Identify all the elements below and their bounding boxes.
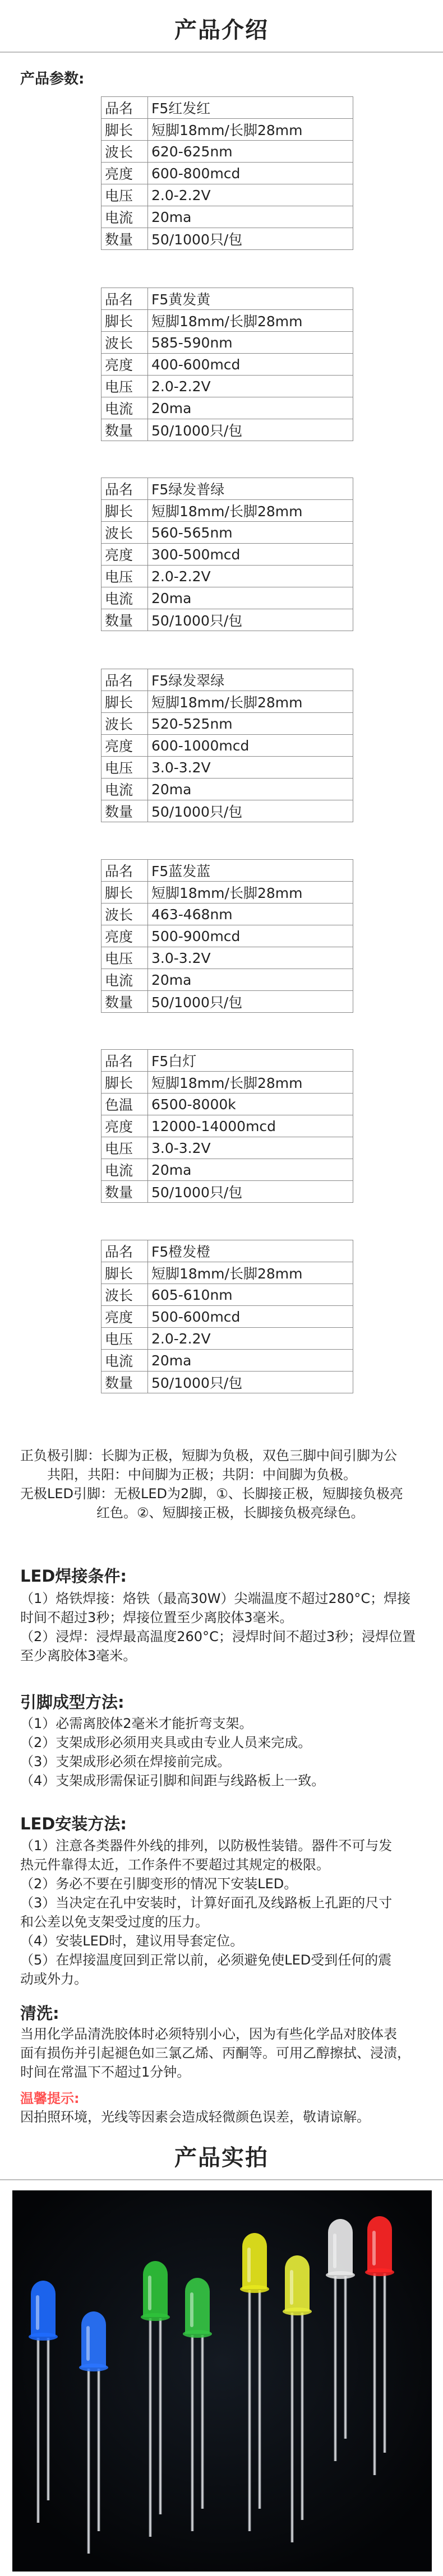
install-body bbox=[20, 1836, 427, 1989]
led-highlight bbox=[148, 2276, 151, 2310]
tip-title: 温馨提示: bbox=[20, 2091, 80, 2106]
led-highlight bbox=[333, 2234, 336, 2268]
pin-note-line: 无极LED引脚：无极LED为2脚，①、长脚接正极，短脚接负极亮 bbox=[20, 1486, 403, 1502]
spec-value: 520-525nm bbox=[148, 713, 353, 735]
spec-key: 品名 bbox=[101, 288, 148, 310]
led-leg bbox=[201, 2335, 204, 2509]
spec-key: 数量 bbox=[101, 1181, 148, 1203]
table-row bbox=[101, 288, 353, 310]
spec-key: 脚长 bbox=[101, 500, 148, 522]
led-body bbox=[81, 2311, 106, 2367]
pin-note-line: 共阳，共阳：中间脚为正极；共阴：中间脚为负极。 bbox=[47, 1467, 357, 1482]
spec-key: 品名 bbox=[101, 97, 148, 119]
forming-line: （4）支架成形需保证引脚和间距与线路板上一致。 bbox=[20, 1773, 325, 1789]
spec-table-emerald bbox=[101, 669, 353, 822]
photo-title: 产品实拍 bbox=[174, 2145, 269, 2171]
install-line: 热元件靠得太近，工作条件不要超过其规定的极限。 bbox=[20, 1857, 330, 1873]
spec-value: 短脚18mm/长脚28mm bbox=[148, 1072, 353, 1094]
welding-title: LED焊接条件: bbox=[20, 1567, 127, 1586]
spec-key: 亮度 bbox=[101, 354, 148, 376]
params-heading: 产品参数: bbox=[20, 71, 85, 87]
welding-body bbox=[20, 1589, 427, 1665]
spec-key: 电压 bbox=[101, 1328, 148, 1350]
forming-line: （3）支架成形必须在焊接前完成。 bbox=[20, 1754, 231, 1769]
spec-key: 品名 bbox=[101, 478, 148, 500]
table-row bbox=[101, 882, 353, 904]
spec-key: 脚长 bbox=[101, 1262, 148, 1284]
table-row bbox=[101, 735, 353, 757]
table-row bbox=[101, 587, 353, 609]
spec-value: F5蓝发蓝 bbox=[148, 860, 353, 882]
table-row bbox=[101, 184, 353, 206]
spec-value: 短脚18mm/长脚28mm bbox=[148, 500, 353, 522]
spec-key: 波长 bbox=[101, 522, 148, 544]
table-row bbox=[101, 925, 353, 947]
spec-key: 脚长 bbox=[101, 691, 148, 713]
table-row bbox=[101, 1284, 353, 1306]
table-row bbox=[101, 1262, 353, 1284]
spec-key: 脚长 bbox=[101, 119, 148, 141]
spec-key: 电压 bbox=[101, 947, 148, 969]
spec-value: 2.0-2.2V bbox=[148, 184, 353, 206]
intro-title: 产品介绍 bbox=[174, 17, 269, 43]
spec-key: 亮度 bbox=[101, 735, 148, 757]
led-leg bbox=[191, 2335, 194, 2531]
pin-note-line: 红色。②、短脚接正极，长脚接负极亮绿色。 bbox=[96, 1505, 364, 1521]
spec-value: 620-625nm bbox=[148, 141, 353, 163]
spec-key: 电压 bbox=[101, 566, 148, 587]
spec-value: 2.0-2.2V bbox=[148, 566, 353, 587]
spec-value: 短脚18mm/长脚28mm bbox=[148, 882, 353, 904]
table-row bbox=[101, 969, 353, 991]
table-row bbox=[101, 376, 353, 397]
table-row bbox=[101, 544, 353, 566]
spec-key: 电流 bbox=[101, 587, 148, 609]
spec-value: 20ma bbox=[148, 969, 353, 991]
spec-key: 亮度 bbox=[101, 1306, 148, 1328]
led-leg bbox=[291, 2313, 294, 2542]
welding-line: 至少离胶体3毫米。 bbox=[20, 1648, 137, 1664]
install-line: 动或外力。 bbox=[20, 1971, 87, 1987]
table-row bbox=[101, 228, 353, 250]
table-row bbox=[101, 1306, 353, 1328]
led-body bbox=[367, 2216, 392, 2272]
cleaning-title: 清洗: bbox=[20, 2004, 59, 2023]
spec-value: F5红发红 bbox=[148, 97, 353, 119]
forming-line: （1）必需离胶体2毫米才能折弯支架。 bbox=[20, 1716, 253, 1731]
forming-body bbox=[20, 1714, 427, 1790]
spec-value: 6500-8000k bbox=[148, 1094, 353, 1115]
cleaning-line: 面有损伤并引起褪色如三氯乙烯、丙酮等。可用乙醇擦拭、浸渍， bbox=[20, 2045, 410, 2061]
led-leg bbox=[248, 2290, 251, 2531]
table-row bbox=[101, 1372, 353, 1393]
cleaning-body bbox=[20, 2024, 427, 2082]
spec-key: 亮度 bbox=[101, 925, 148, 947]
spec-value: F5绿发翠绿 bbox=[148, 669, 353, 691]
install-line: （4）安装LED时，建议用导套定位。 bbox=[20, 1933, 244, 1949]
spec-value: 300-500mcd bbox=[148, 544, 353, 566]
spec-value: 20ma bbox=[148, 397, 353, 419]
spec-value: 50/1000只/包 bbox=[148, 800, 353, 822]
led-leg bbox=[47, 2338, 50, 2500]
spec-key: 波长 bbox=[101, 141, 148, 163]
spec-value: 50/1000只/包 bbox=[148, 1181, 353, 1203]
spec-key: 电流 bbox=[101, 779, 148, 800]
spec-key: 电压 bbox=[101, 184, 148, 206]
table-row bbox=[101, 478, 353, 500]
table-row bbox=[101, 1328, 353, 1350]
spec-key: 亮度 bbox=[101, 544, 148, 566]
spec-value: 50/1000只/包 bbox=[148, 991, 353, 1013]
spec-value: 2.0-2.2V bbox=[148, 1328, 353, 1350]
spec-key: 电压 bbox=[101, 1137, 148, 1159]
spec-table-blue bbox=[101, 859, 353, 1013]
table-row bbox=[101, 904, 353, 925]
table-row bbox=[101, 97, 353, 119]
led-highlight bbox=[36, 2295, 39, 2330]
spec-key: 电压 bbox=[101, 757, 148, 779]
led-body bbox=[242, 2233, 267, 2289]
table-row bbox=[101, 947, 353, 969]
spec-value: 50/1000只/包 bbox=[148, 419, 353, 441]
table-row bbox=[101, 800, 353, 822]
spec-key: 脚长 bbox=[101, 882, 148, 904]
table-row bbox=[101, 1240, 353, 1262]
led-leg bbox=[37, 2338, 40, 2523]
table-row bbox=[101, 991, 353, 1013]
spec-value: 400-600mcd bbox=[148, 354, 353, 376]
install-line: （1）注意各类器件外线的排列，以防极性装错。器件不可与发 bbox=[20, 1838, 393, 1854]
spec-value: 短脚18mm/长脚28mm bbox=[148, 310, 353, 332]
pin-note-line: 正负极引脚：长脚为正极，短脚为负极，双色三脚中间引脚为公 bbox=[20, 1448, 397, 1463]
table-row bbox=[101, 779, 353, 800]
table-row bbox=[101, 397, 353, 419]
led-body bbox=[328, 2219, 353, 2275]
spec-value: 12000-14000mcd bbox=[148, 1115, 353, 1137]
table-row bbox=[101, 691, 353, 713]
spec-value: 3.0-3.2V bbox=[148, 1137, 353, 1159]
welding-line: （2）浸焊：浸焊最高温度260°C；浸焊时间不超过3秒；浸焊位置 bbox=[20, 1629, 416, 1644]
spec-table-red bbox=[101, 96, 353, 250]
spec-key: 数量 bbox=[101, 609, 148, 631]
led-body bbox=[143, 2261, 168, 2317]
spec-key: 电流 bbox=[101, 397, 148, 419]
spec-key: 波长 bbox=[101, 904, 148, 925]
table-row bbox=[101, 206, 353, 228]
spec-value: F5橙发橙 bbox=[148, 1240, 353, 1262]
table-row bbox=[101, 1181, 353, 1203]
led-highlight bbox=[86, 2326, 90, 2361]
spec-value: 短脚18mm/长脚28mm bbox=[148, 691, 353, 713]
led-highlight bbox=[190, 2292, 193, 2327]
spec-value: 605-610nm bbox=[148, 1284, 353, 1306]
spec-key: 波长 bbox=[101, 713, 148, 735]
table-row bbox=[101, 522, 353, 544]
install-line: （3）当决定在孔中安装时，计算好面孔及线路板上孔距的尺寸 bbox=[20, 1895, 393, 1911]
led-leg bbox=[334, 2276, 337, 2461]
spec-value: 20ma bbox=[148, 779, 353, 800]
table-row bbox=[101, 713, 353, 735]
spec-value: F5白灯 bbox=[148, 1050, 353, 1072]
spec-key: 数量 bbox=[101, 1372, 148, 1393]
spec-key: 亮度 bbox=[101, 1115, 148, 1137]
spec-value: 50/1000只/包 bbox=[148, 228, 353, 250]
table-row bbox=[101, 757, 353, 779]
install-line: （5）在焊接温度回到正常以前，必须避免使LED受到任何的震 bbox=[20, 1952, 392, 1968]
spec-key: 数量 bbox=[101, 991, 148, 1013]
table-row bbox=[101, 860, 353, 882]
led-leg bbox=[98, 2369, 100, 2531]
spec-key: 数量 bbox=[101, 800, 148, 822]
spec-key: 电流 bbox=[101, 1159, 148, 1181]
spec-value: F5黄发黄 bbox=[148, 288, 353, 310]
spec-value: 3.0-3.2V bbox=[148, 757, 353, 779]
spec-value: 20ma bbox=[148, 206, 353, 228]
spec-value: 500-900mcd bbox=[148, 925, 353, 947]
spec-key: 品名 bbox=[101, 1240, 148, 1262]
table-row bbox=[101, 1072, 353, 1094]
spec-value: 20ma bbox=[148, 1159, 353, 1181]
product-photo bbox=[12, 2190, 432, 2572]
table-row bbox=[101, 141, 353, 163]
table-row bbox=[101, 609, 353, 631]
table-row bbox=[101, 332, 353, 354]
spec-value: 585-590nm bbox=[148, 332, 353, 354]
pin-notes bbox=[20, 1446, 427, 1522]
table-row bbox=[101, 1159, 353, 1181]
cleaning-line: 时间在常温下不超过1分钟。 bbox=[20, 2064, 191, 2080]
spec-key: 电流 bbox=[101, 206, 148, 228]
forming-title: 引脚成型方法: bbox=[20, 1693, 124, 1712]
spec-table-green bbox=[101, 478, 353, 631]
spec-value: 20ma bbox=[148, 1350, 353, 1372]
spec-key: 波长 bbox=[101, 332, 148, 354]
table-row bbox=[101, 310, 353, 332]
led-highlight bbox=[247, 2248, 251, 2282]
spec-value: 短脚18mm/长脚28mm bbox=[148, 1262, 353, 1284]
spec-table-yellow bbox=[101, 288, 353, 441]
led-highlight bbox=[290, 2270, 293, 2305]
table-row bbox=[101, 119, 353, 141]
spec-key: 波长 bbox=[101, 1284, 148, 1306]
led-leg bbox=[384, 2273, 386, 2453]
spec-key: 电流 bbox=[101, 969, 148, 991]
cleaning-line: 当用化学品清洗胶体时必须特别小心，因为有些化学品对胶体表 bbox=[20, 2026, 397, 2042]
led-leg bbox=[373, 2273, 376, 2475]
table-row bbox=[101, 354, 353, 376]
table-row bbox=[101, 1094, 353, 1115]
table-row bbox=[101, 1050, 353, 1072]
led-leg bbox=[149, 2318, 152, 2537]
spec-value: 2.0-2.2V bbox=[148, 376, 353, 397]
table-row bbox=[101, 669, 353, 691]
spec-key: 色温 bbox=[101, 1094, 148, 1115]
table-row bbox=[101, 500, 353, 522]
welding-line: 时间不超过3秒；焊接位置至少离胶体3毫米。 bbox=[20, 1610, 293, 1625]
spec-table-orange bbox=[101, 1240, 353, 1393]
led-leg bbox=[344, 2276, 347, 2439]
spec-key: 数量 bbox=[101, 228, 148, 250]
table-row bbox=[101, 1137, 353, 1159]
spec-value: 3.0-3.2V bbox=[148, 947, 353, 969]
spec-key: 电压 bbox=[101, 376, 148, 397]
led-body bbox=[185, 2278, 210, 2334]
spec-key: 电流 bbox=[101, 1350, 148, 1372]
spec-value: 短脚18mm/长脚28mm bbox=[148, 119, 353, 141]
spec-value: 560-565nm bbox=[148, 522, 353, 544]
spec-key: 脚长 bbox=[101, 310, 148, 332]
install-line: 和公差以免支架受过度的压力。 bbox=[20, 1914, 209, 1930]
spec-table-white bbox=[101, 1049, 353, 1203]
spec-value: 600-1000mcd bbox=[148, 735, 353, 757]
spec-value: 600-800mcd bbox=[148, 163, 353, 184]
spec-value: 50/1000只/包 bbox=[148, 609, 353, 631]
led-leg bbox=[87, 2369, 90, 2554]
spec-value: 500-600mcd bbox=[148, 1306, 353, 1328]
tip-text: 因拍照环境，光线等因素会造成轻微颜色误差，敬请谅解。 bbox=[20, 2109, 370, 2125]
install-title: LED安装方法: bbox=[20, 1814, 127, 1833]
spec-key: 亮度 bbox=[101, 163, 148, 184]
led-leg bbox=[259, 2290, 261, 2509]
led-leg bbox=[301, 2313, 304, 2520]
spec-key: 品名 bbox=[101, 1050, 148, 1072]
table-row bbox=[101, 566, 353, 587]
table-row bbox=[101, 1115, 353, 1137]
spec-value: 50/1000只/包 bbox=[148, 1372, 353, 1393]
welding-line: （1）烙铁焊接：烙铁（最高30W）尖端温度不超过280°C；焊接 bbox=[20, 1591, 411, 1606]
table-row bbox=[101, 1350, 353, 1372]
spec-value: F5绿发普绿 bbox=[148, 478, 353, 500]
spec-key: 脚长 bbox=[101, 1072, 148, 1094]
spec-value: 20ma bbox=[148, 587, 353, 609]
intro-divider bbox=[0, 52, 443, 53]
table-row bbox=[101, 419, 353, 441]
install-line: （2）务必不要在引脚变形的情况下安装LED。 bbox=[20, 1876, 298, 1892]
table-row bbox=[101, 163, 353, 184]
photo-divider bbox=[0, 2179, 443, 2180]
forming-line: （2）支架成形必须用夹具或由专业人员来完成。 bbox=[20, 1735, 312, 1750]
led-highlight bbox=[372, 2231, 376, 2265]
led-body bbox=[31, 2281, 56, 2337]
spec-value: 463-468nm bbox=[148, 904, 353, 925]
spec-key: 品名 bbox=[101, 860, 148, 882]
led-body bbox=[285, 2255, 310, 2311]
spec-key: 数量 bbox=[101, 419, 148, 441]
led-leg bbox=[159, 2318, 162, 2514]
spec-key: 品名 bbox=[101, 669, 148, 691]
